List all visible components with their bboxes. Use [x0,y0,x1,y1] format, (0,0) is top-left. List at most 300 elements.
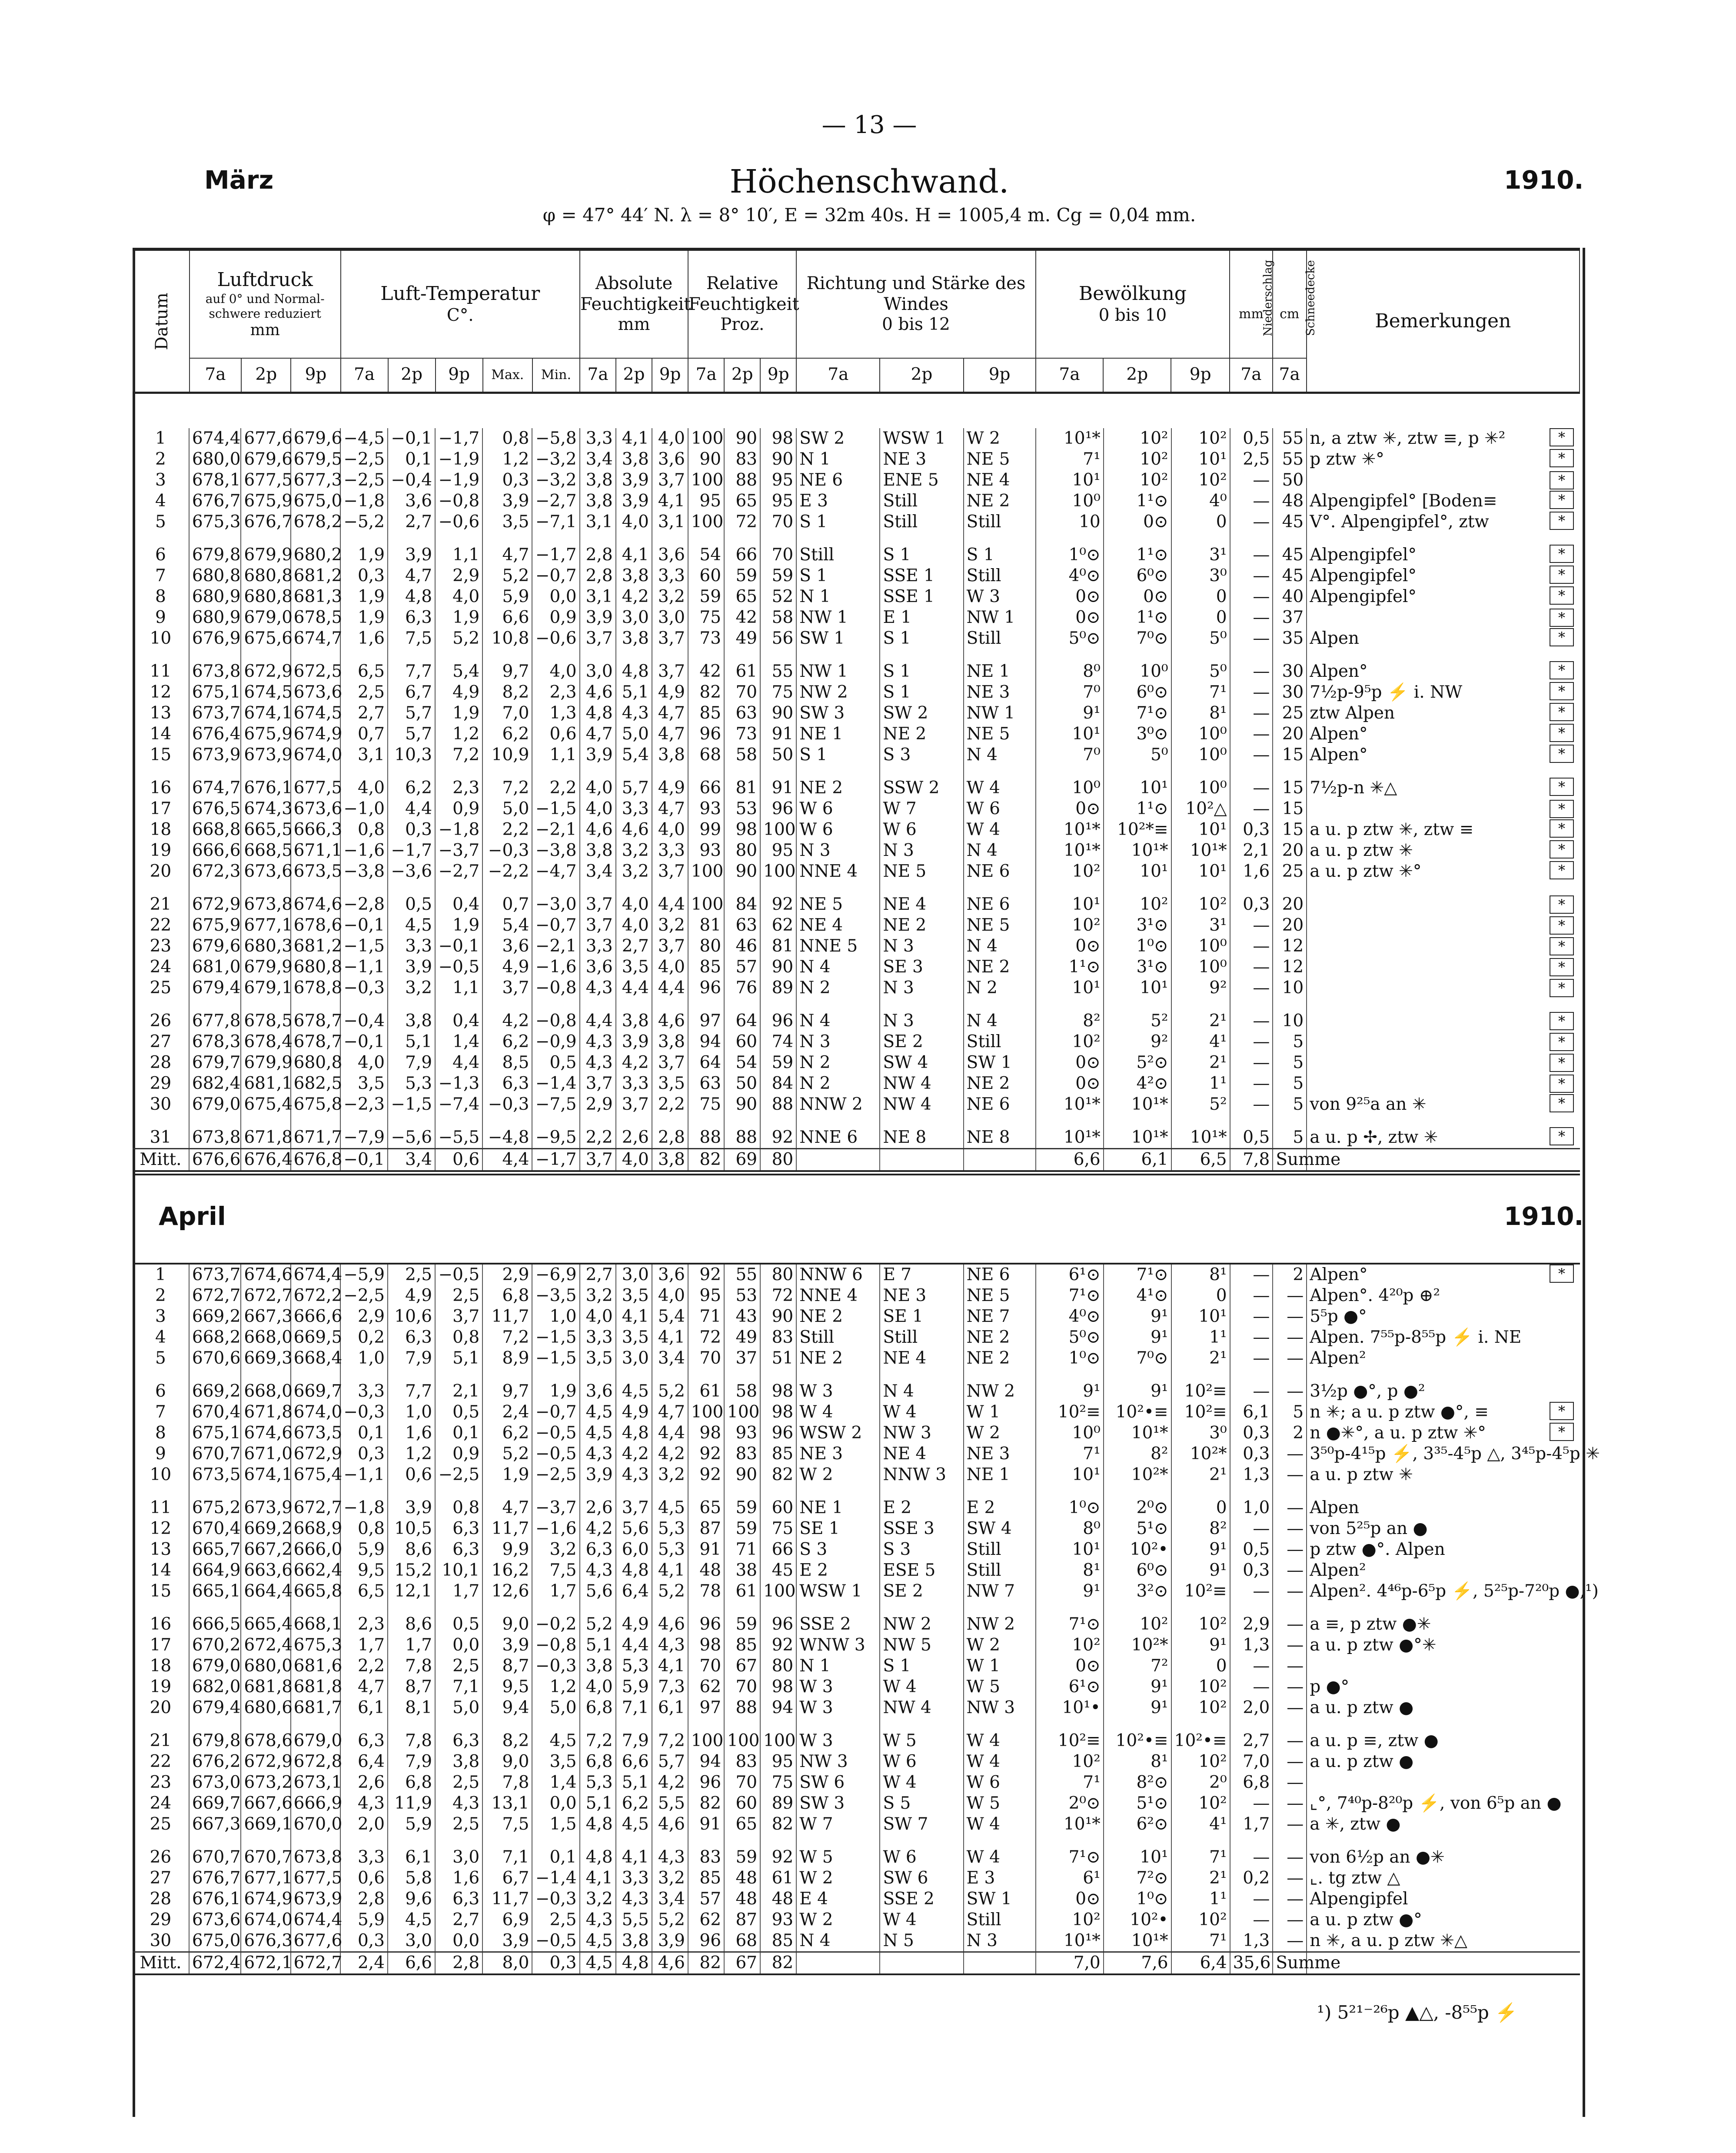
table-cell: 8² [1171,1518,1230,1539]
table-cell: 3,3 [340,1847,388,1868]
table-cell: — [1273,1581,1307,1602]
remarks-cell [1307,470,1580,491]
table-cell: 679,0 [291,1730,340,1751]
table-cell: 3,5 [616,1327,652,1348]
table-cell: 1¹ [1171,1073,1230,1094]
table-cell: NE 4 [880,1444,963,1464]
table-cell: — [1273,1444,1307,1464]
table-cell: NW 2 [796,682,880,703]
table-cell: 2,5 [388,1264,435,1285]
table-cell: E 2 [796,1560,880,1581]
table-cell: 673,8 [189,1127,241,1149]
table-cell: 2,6 [340,1772,388,1793]
remark-text: a u. p ztw ●° [1310,1910,1422,1930]
table-cell: 6 [133,1381,189,1402]
march-data-table [133,428,1580,1172]
table-cell: 4 [133,491,189,512]
table-cell: 7¹ [1171,1930,1230,1952]
table-cell: 10,5 [388,1518,435,1539]
table-cell: 665,1 [189,1581,241,1602]
table-cell: 9¹ [1104,1697,1171,1718]
table-cell: 5,8 [388,1868,435,1889]
remarks-cell [1307,915,1580,936]
table-cell: SSE 2 [796,1614,880,1635]
table-cell: 1,0 [388,1402,435,1423]
table-cell: NE 2 [964,1327,1036,1348]
mean-cell: 7,6 [1104,1952,1171,1975]
table-cell: 90 [760,1306,796,1327]
table-cell: 2,7 [580,1264,616,1285]
remarks-cell [1307,724,1580,745]
remarks-cell [1307,1539,1580,1560]
remarks-cell [1307,682,1580,703]
table-cell: N 3 [880,936,963,957]
table-cell: 2 [133,449,189,470]
snow-marker-box: * [1550,1127,1574,1145]
table-cell: E 3 [796,491,880,512]
table-cell: 1,3 [1230,1464,1273,1485]
mean-cell: 6,6 [1036,1149,1104,1171]
table-cell: SSW 2 [880,778,963,799]
table-cell: 1⁰⊙ [1104,1889,1171,1910]
table-cell: 15 [133,745,189,765]
table-cell: 677,6 [291,1930,340,1952]
table-cell: 4,8 [580,1847,616,1868]
table-cell: 13 [133,703,189,724]
table-cell: 676,7 [189,1868,241,1889]
table-cell: 3,8 [616,1930,652,1952]
table-cell: 70 [760,545,796,566]
table-cell: 21 [133,1730,189,1751]
table-cell: 92 [688,1444,724,1464]
remark-text: ⌞. tg ztw △ [1310,1868,1400,1888]
table-cell: NE 1 [796,1497,880,1518]
table-row [133,819,1580,840]
station-title: Höchenschwand. [729,163,1009,200]
table-cell: W 1 [964,1656,1036,1677]
table-cell: 678,8 [291,978,340,998]
table-row [133,1073,1580,1094]
mean-cell: 69 [724,1149,760,1171]
table-cell: −7,5 [532,1094,579,1115]
table-cell: 2,2 [532,778,579,799]
table-cell: 680,6 [241,1697,290,1718]
table-cell: 2,5 [435,1285,482,1306]
table-row [133,1847,1580,1868]
table-cell: 1,2 [482,449,532,470]
table-cell: 52 [760,586,796,607]
table-cell: 0,6 [388,1464,435,1485]
table-cell: 3,2 [652,1464,688,1485]
table-cell: −1,5 [532,799,579,819]
table-cell: −3,8 [340,861,388,882]
table-cell: 0,2 [1230,1868,1273,1889]
remark-text: Alpen° [1310,745,1368,765]
table-cell: 3,4 [580,449,616,470]
remark-text: Alpengipfel° [1310,566,1417,586]
table-cell: 666,3 [291,819,340,840]
table-cell: SW 2 [880,703,963,724]
table-cell: 10² [1036,1635,1104,1656]
table-cell: 37 [724,1348,760,1369]
table-cell: 3,3 [652,840,688,861]
mean-cell: 80 [760,1149,796,1171]
table-cell: 4,3 [616,703,652,724]
table-cell: 25 [1273,703,1307,724]
table-cell: 9,9 [482,1539,532,1560]
table-cell: 80 [724,840,760,861]
table-cell: 75 [760,1772,796,1793]
table-cell: 1,9 [340,586,388,607]
table-cell: 0,9 [435,799,482,819]
table-cell: 10² [1171,1697,1230,1718]
table-cell: 0,9 [532,607,579,628]
table-cell: 4,5 [616,1381,652,1402]
table-cell: 679,4 [189,978,241,998]
table-cell: 680,8 [291,957,340,978]
table-cell: 7,9 [388,1052,435,1073]
table-cell: 0 [1171,512,1230,532]
mean-cell [1307,1952,1580,1975]
remark-text: Alpen². 4⁴⁶p-6⁵p ⚡, 5²⁵p-7²⁰p ●,¹) [1310,1581,1599,1601]
table-cell: 27 [133,1868,189,1889]
table-cell: S 1 [796,745,880,765]
table-cell: 2,8 [652,1127,688,1149]
table-row [133,628,1580,649]
table-cell: 8⁰ [1036,1518,1104,1539]
table-cell: W 4 [964,819,1036,840]
table-cell: 676,7 [241,512,290,532]
table-cell: 57 [724,957,760,978]
table-cell: 5,0 [616,724,652,745]
table-row [133,915,1580,936]
table-cell: NW 1 [796,607,880,628]
table-cell: −1,6 [532,957,579,978]
snow-marker-box: * [1550,428,1574,446]
table-cell: −7,1 [532,512,579,532]
april-month-label: April [159,1201,226,1231]
table-cell: 2,1 [435,1381,482,1402]
table-cell: 4⁰⊙ [1036,1306,1104,1327]
table-cell: — [1230,1032,1273,1052]
table-cell: 4,7 [652,724,688,745]
table-cell: 2,9 [580,1094,616,1115]
table-cell: 3,2 [652,586,688,607]
table-cell: W 6 [796,819,880,840]
table-cell: 20 [133,861,189,882]
remark-text: Alpengipfel° [1310,587,1417,606]
table-cell: 100 [688,470,724,491]
table-cell: 1,1 [532,745,579,765]
table-cell: 2,5 [435,1772,482,1793]
table-cell: −4,5 [340,428,388,449]
table-cell: 4 [133,1327,189,1348]
table-cell: 7,8 [482,1772,532,1793]
subheader: 2p [1103,358,1171,393]
table-cell: 4²⊙ [1104,1073,1171,1094]
table-cell: 71 [724,1539,760,1560]
table-cell: 10²• [1104,1539,1171,1560]
table-cell: 6 [133,545,189,566]
table-cell: 3,9 [616,470,652,491]
table-cell: 5,9 [388,1814,435,1835]
table-cell: −0,5 [532,1930,579,1952]
table-cell: 10² [1171,470,1230,491]
table-cell: 10⁰ [1036,778,1104,799]
table-cell: 88 [688,1127,724,1149]
table-cell: 100 [688,1402,724,1423]
table-row [133,1697,1580,1718]
table-cell: −0,8 [435,491,482,512]
table-cell: 59 [724,1518,760,1539]
table-cell: W 4 [964,1730,1036,1751]
table-row [133,724,1580,745]
table-cell: 9¹ [1171,1560,1230,1581]
table-cell: 3,5 [616,1285,652,1306]
table-cell: W 7 [880,799,963,819]
table-cell: 4,6 [652,1814,688,1835]
table-cell: 20 [1273,915,1307,936]
table-cell: 674,1 [241,1464,290,1485]
table-cell: 673,9 [189,745,241,765]
table-cell: NE 4 [880,894,963,915]
table-cell: −0,8 [532,1011,579,1032]
table-cell: SW 3 [796,1793,880,1814]
table-cell: 4,9 [616,1402,652,1423]
table-cell: 10,9 [482,745,532,765]
table-cell: NE 8 [880,1127,963,1149]
table-cell: 674,6 [241,1423,290,1444]
remark-text: ztw Alpen [1310,703,1395,723]
table-cell: SW 1 [964,1052,1036,1073]
table-cell: 674,9 [291,724,340,745]
table-cell: 66 [688,778,724,799]
table-cell: 90 [724,428,760,449]
table-cell: 681,2 [291,936,340,957]
table-cell: 6,3 [435,1539,482,1560]
remark-text: Alpen° [1310,662,1368,681]
table-cell: 4,3 [580,1444,616,1464]
table-cell: 4,2 [482,1011,532,1032]
table-cell: 11,7 [482,1889,532,1910]
table-cell: 4,8 [388,586,435,607]
table-cell: 53 [724,799,760,819]
table-cell: 0⊙ [1036,799,1104,819]
table-cell: 9² [1171,978,1230,998]
table-cell: 88 [724,1697,760,1718]
snow-marker-box: * [1550,724,1574,742]
table-cell: 11,9 [388,1793,435,1814]
table-cell: −5,6 [388,1127,435,1149]
remarks-cell [1307,1656,1580,1677]
table-cell: 9,6 [388,1889,435,1910]
table-cell: 61 [724,661,760,682]
table-cell: 8⁰ [1036,661,1104,682]
table-cell: 7,5 [482,1814,532,1835]
table-cell: Still [964,512,1036,532]
table-cell: 1,9 [340,545,388,566]
table-cell: 10,6 [388,1306,435,1327]
table-cell: 74 [760,1032,796,1052]
table-cell: 4,2 [652,1772,688,1793]
table-cell: 4,2 [616,1052,652,1073]
table-cell: 1,5 [532,1814,579,1835]
table-cell: 4,3 [580,978,616,998]
table-cell: 665,7 [189,1539,241,1560]
table-cell: 4,8 [616,1560,652,1581]
row-gap [133,882,1580,894]
table-cell: 3¹⊙ [1104,957,1171,978]
table-cell: 10¹* [1036,1814,1104,1835]
mean-cell: 67 [724,1952,760,1975]
table-cell: 53 [724,1285,760,1306]
table-cell: 10² [1171,1793,1230,1814]
table-cell: 4,7 [652,1402,688,1423]
table-cell: 670,7 [189,1444,241,1464]
table-cell: −3,0 [532,894,579,915]
table-cell: 672,7 [291,1497,340,1518]
table-cell: 5 [133,512,189,532]
remarks-cell [1307,799,1580,819]
table-cell: 2,0 [1230,1697,1273,1718]
table-cell: NW 2 [964,1614,1036,1635]
table-cell: NE 2 [964,1073,1036,1094]
table-row [133,1614,1580,1635]
table-cell: E 3 [964,1868,1036,1889]
table-row [133,840,1580,861]
remark-text: n ✳, a u. p ztw ✳△ [1310,1931,1467,1950]
table-cell: 667,3 [189,1814,241,1835]
table-cell: W 2 [964,1635,1036,1656]
table-cell: SW 6 [796,1772,880,1793]
subheader: 7a [796,358,880,393]
table-cell: 3,1 [580,586,616,607]
table-cell: 4,8 [580,1814,616,1835]
table-cell: — [1273,1635,1307,1656]
table-cell: 1⁰⊙ [1036,1348,1104,1369]
table-cell: 6,3 [482,1073,532,1094]
table-cell: 5,7 [388,703,435,724]
table-cell: 6¹⊙ [1036,1264,1104,1285]
table-cell: 10¹* [1104,1930,1171,1952]
table-cell: S 3 [796,1539,880,1560]
table-cell: 3,9 [616,1032,652,1052]
table-cell: 3,5 [482,512,532,532]
table-cell: 14 [133,724,189,745]
table-cell: 58 [724,745,760,765]
table-cell: 18 [133,1656,189,1677]
table-cell: 9¹ [1104,1677,1171,1697]
table-cell: 3,8 [616,628,652,649]
remarks-cell [1307,586,1580,607]
table-cell: 4,0 [580,778,616,799]
table-cell: 10⁰ [1171,778,1230,799]
table-cell: W 2 [796,1868,880,1889]
table-cell: 679,0 [189,1656,241,1677]
table-cell: 5,6 [616,1518,652,1539]
remarks-cell [1307,661,1580,682]
table-cell: 2⁰⊙ [1104,1497,1171,1518]
table-cell: N 2 [796,978,880,998]
table-cell: 680,0 [189,449,241,470]
table-row [133,566,1580,586]
table-cell: 672,7 [189,1285,241,1306]
table-cell: 2,9 [340,1306,388,1327]
table-cell: 10,1 [435,1560,482,1581]
table-cell: 5,5 [616,1910,652,1930]
table-cell: 680,9 [189,607,241,628]
table-cell: 3,3 [580,936,616,957]
table-cell: — [1230,724,1273,745]
table-cell: N 3 [880,840,963,861]
table-cell: NE 1 [964,661,1036,682]
table-cell: 2,3 [340,1614,388,1635]
table-cell: NE 6 [964,861,1036,882]
table-cell: 5,2 [652,1910,688,1930]
mean-cell: 82 [760,1952,796,1975]
table-cell: 49 [724,628,760,649]
table-cell: 11 [133,1497,189,1518]
table-cell: 87 [724,1910,760,1930]
table-row [133,1052,1580,1073]
table-cell: 97 [688,1011,724,1032]
table-cell: 81 [760,936,796,957]
snow-marker-box: * [1550,1265,1574,1283]
table-cell: 15 [1273,799,1307,819]
table-cell: −0,5 [435,1264,482,1285]
table-cell: 0⊙ [1036,586,1104,607]
table-cell: 1⁰⊙ [1036,1497,1104,1518]
table-cell: 681,0 [189,957,241,978]
table-cell: 96 [760,799,796,819]
table-cell: W 4 [880,1402,963,1423]
remark-text: p ●° [1310,1677,1350,1697]
table-row [133,470,1580,491]
table-cell: 62 [760,915,796,936]
table-cell: 10²*≡ [1104,819,1171,840]
remarks-cell [1307,1402,1580,1423]
table-cell: 677,5 [241,470,290,491]
table-row [133,1751,1580,1772]
table-cell: 50 [1273,470,1307,491]
table-cell: 71 [688,1306,724,1327]
table-cell: NE 5 [964,724,1036,745]
subheader: 7a [580,358,616,393]
snow-marker-box: * [1550,937,1574,955]
table-cell: 10² [1104,470,1171,491]
table-cell: 98 [760,1677,796,1697]
table-cell: 78 [688,1581,724,1602]
row-gap [133,1718,1580,1730]
table-cell: 6,1 [340,1697,388,1718]
mean-cell: 3,4 [388,1149,435,1171]
table-cell: 3,8 [616,1011,652,1032]
table-cell: W 6 [880,1751,963,1772]
table-cell: −0,4 [340,1011,388,1032]
table-cell: 675,4 [241,1094,290,1115]
table-cell: 669,2 [189,1306,241,1327]
table-cell: WSW 1 [880,428,963,449]
table-cell: 8¹ [1036,1560,1104,1581]
table-cell: NNW 2 [796,1094,880,1115]
table-cell: 8,9 [482,1348,532,1369]
table-cell: 670,7 [189,1847,241,1868]
table-cell: 6,5 [340,661,388,682]
table-cell: 37 [1273,607,1307,628]
table-cell: — [1273,1730,1307,1751]
table-cell: 3,7 [652,861,688,882]
table-row [133,1677,1580,1697]
